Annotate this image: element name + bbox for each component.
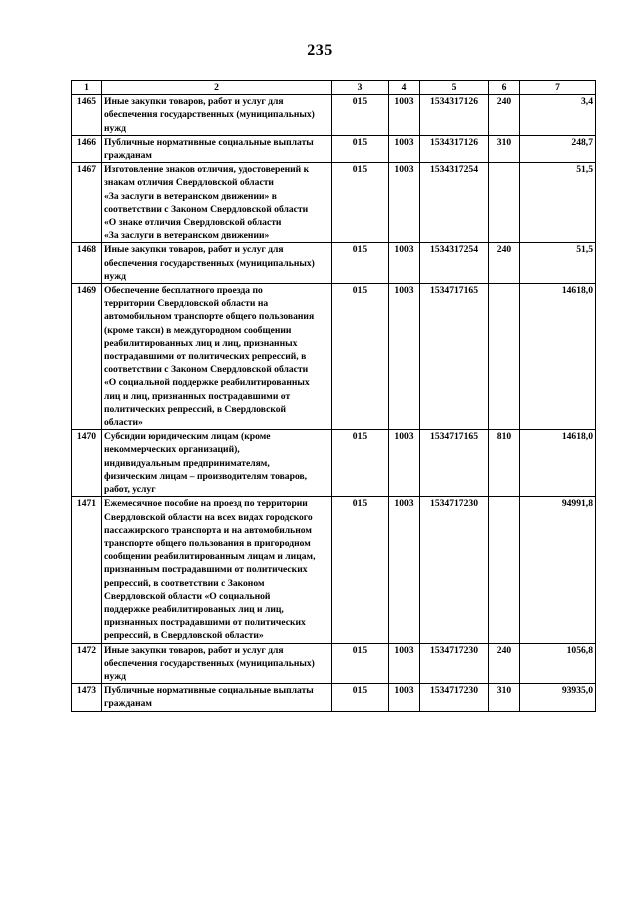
row-description <box>102 497 332 643</box>
description-line: автомобильном транспорте общего пользования <box>104 311 315 323</box>
page-number: 235 <box>307 42 333 59</box>
description-line: сообщении реабилитированным лицам и лицам, <box>104 551 316 563</box>
description-line: «За заслуги в ветеранском движении» в <box>104 190 277 202</box>
description-line: индивидуальным предпринимателям, <box>104 457 270 469</box>
code-col4: 1003 <box>389 643 420 684</box>
code-col4: 1003 <box>389 684 420 711</box>
table-body <box>72 95 596 711</box>
code-col6 <box>489 497 520 643</box>
code-col4: 1003 <box>389 135 420 162</box>
description-line: физическим лицам – производителям товаров, <box>104 470 308 482</box>
description-line: некоммерческих организаций), <box>104 444 240 456</box>
description-line: обеспечения государственных (муниципальных) <box>104 657 315 669</box>
row-description <box>102 284 332 430</box>
amount: 94991,8 <box>520 497 596 643</box>
description-line: территории Свердловской области на <box>104 298 269 310</box>
description-line: политических репрессий, в Свердловской <box>104 403 287 415</box>
code-col3: 015 <box>332 135 389 162</box>
description-line: соответствии с Законом Свердловской области <box>104 203 309 215</box>
header-cell: 3 <box>332 81 389 95</box>
row-number: 1466 <box>72 135 102 162</box>
code-col5: 1534717230 <box>420 643 489 684</box>
table-row <box>72 163 596 243</box>
row-description <box>102 430 332 497</box>
amount: 14618,0 <box>520 430 596 497</box>
amount: 93935,0 <box>520 684 596 711</box>
code-col3: 015 <box>332 430 389 497</box>
code-col4: 1003 <box>389 497 420 643</box>
amount: 51,5 <box>520 243 596 284</box>
row-number: 1469 <box>72 284 102 430</box>
row-description <box>102 684 332 711</box>
row-description <box>102 135 332 162</box>
description-line: Публичные нормативные социальные выплаты <box>104 136 314 148</box>
description-line: Субсидии юридическим лицам (кроме <box>104 431 271 443</box>
code-col5: 1534717165 <box>420 430 489 497</box>
description-line: транспорте общего пользования в пригородном <box>104 537 311 549</box>
table-row <box>72 684 596 711</box>
code-col4: 1003 <box>389 430 420 497</box>
description-line: Изготовление знаков отличия, удостоверений к <box>104 164 310 176</box>
amount: 1056,8 <box>520 643 596 684</box>
table-row <box>72 497 596 643</box>
description-line: репрессий, в Свердловской области» <box>104 630 264 642</box>
header-cell: 5 <box>420 81 489 95</box>
description-line: Свердловской области на всех видах городского <box>104 511 313 523</box>
description-line: признанным пострадавшими от политических <box>104 564 308 576</box>
description-line: гражданам <box>104 150 152 162</box>
description-line: «О социальной поддержке реабилитированных <box>104 377 310 389</box>
amount: 51,5 <box>520 163 596 243</box>
header-cell: 4 <box>389 81 420 95</box>
description-line: знакам отличия Свердловской области <box>104 177 274 189</box>
description-line: Иные закупки товаров, работ и услуг для <box>104 644 284 656</box>
table-row <box>72 135 596 162</box>
description-line: гражданам <box>104 698 152 710</box>
code-col4: 1003 <box>389 243 420 284</box>
description-line: пассажирского транспорта и на автомобильном <box>104 524 312 536</box>
code-col3: 015 <box>332 95 389 136</box>
row-description <box>102 643 332 684</box>
description-line: Иные закупки товаров, работ и услуг для <box>104 96 284 108</box>
description-line: репрессий, в соответствии с Законом <box>104 577 265 589</box>
code-col6: 310 <box>489 135 520 162</box>
description-line: области» <box>104 417 143 429</box>
table-row <box>72 643 596 684</box>
amount: 3,4 <box>520 95 596 136</box>
description-line: нужд <box>104 670 127 682</box>
code-col3: 015 <box>332 643 389 684</box>
code-col3: 015 <box>332 684 389 711</box>
code-col4: 1003 <box>389 95 420 136</box>
row-number: 1473 <box>72 684 102 711</box>
description-line: «О знаке отличия Свердловской области <box>104 217 282 229</box>
description-line: лиц и лиц, признанных пострадавшими от <box>104 390 291 402</box>
code-col3: 015 <box>332 243 389 284</box>
code-col3: 015 <box>332 284 389 430</box>
row-number: 1472 <box>72 643 102 684</box>
header-cell: 1 <box>72 81 102 95</box>
code-col6: 810 <box>489 430 520 497</box>
code-col3: 015 <box>332 497 389 643</box>
code-col5: 1534317126 <box>420 135 489 162</box>
header-row <box>72 81 596 95</box>
amount: 14618,0 <box>520 284 596 430</box>
code-col5: 1534317126 <box>420 95 489 136</box>
description-line: «За заслуги в ветеранском движении» <box>104 230 270 242</box>
code-col5: 1534717230 <box>420 497 489 643</box>
code-col3: 015 <box>332 163 389 243</box>
code-col4: 1003 <box>389 163 420 243</box>
table-row <box>72 430 596 497</box>
description-line: нужд <box>104 270 127 282</box>
description-line: работ, услуг <box>104 484 156 496</box>
code-col5: 1534717230 <box>420 684 489 711</box>
row-description <box>102 95 332 136</box>
row-number: 1470 <box>72 430 102 497</box>
code-col5: 1534717165 <box>420 284 489 430</box>
description-line: Публичные нормативные социальные выплаты <box>104 685 314 697</box>
code-col6: 240 <box>489 243 520 284</box>
description-line: поддержке реабилитированых лиц и лиц, <box>104 603 284 615</box>
description-line: Иные закупки товаров, работ и услуг для <box>104 244 284 256</box>
table-row <box>72 284 596 430</box>
code-col4: 1003 <box>389 284 420 430</box>
description-line: обеспечения государственных (муниципальных) <box>104 257 315 269</box>
header-cell: 2 <box>102 81 332 95</box>
table-row <box>72 95 596 136</box>
code-col6 <box>489 163 520 243</box>
header-cell: 6 <box>489 81 520 95</box>
row-number: 1468 <box>72 243 102 284</box>
budget-table <box>71 80 596 712</box>
code-col6 <box>489 284 520 430</box>
row-number: 1465 <box>72 95 102 136</box>
description-line: Ежемесячное пособие на проезд по территории <box>104 498 308 510</box>
description-line: Свердловской области «О социальной <box>104 590 271 602</box>
description-line: соответствии с Законом Свердловской области <box>104 364 309 376</box>
code-col5: 1534317254 <box>420 243 489 284</box>
description-line: признанных пострадавшими от политических <box>104 617 306 629</box>
code-col5: 1534317254 <box>420 163 489 243</box>
description-line: Обеспечение бесплатного проезда по <box>104 285 263 297</box>
row-description <box>102 163 332 243</box>
header-cell: 7 <box>520 81 596 95</box>
description-line: обеспечения государственных (муниципальных) <box>104 109 315 121</box>
description-line: реабилитированных лиц и лиц, признанных <box>104 337 298 349</box>
description-line: (кроме такси) в междугородном сообщении <box>104 324 292 336</box>
description-line: нужд <box>104 122 127 134</box>
amount: 248,7 <box>520 135 596 162</box>
code-col6: 310 <box>489 684 520 711</box>
row-number: 1467 <box>72 163 102 243</box>
table-row <box>72 243 596 284</box>
description-line: пострадавшими от политических репрессий, в <box>104 351 307 363</box>
row-description <box>102 243 332 284</box>
code-col6: 240 <box>489 95 520 136</box>
row-number: 1471 <box>72 497 102 643</box>
code-col6: 240 <box>489 643 520 684</box>
